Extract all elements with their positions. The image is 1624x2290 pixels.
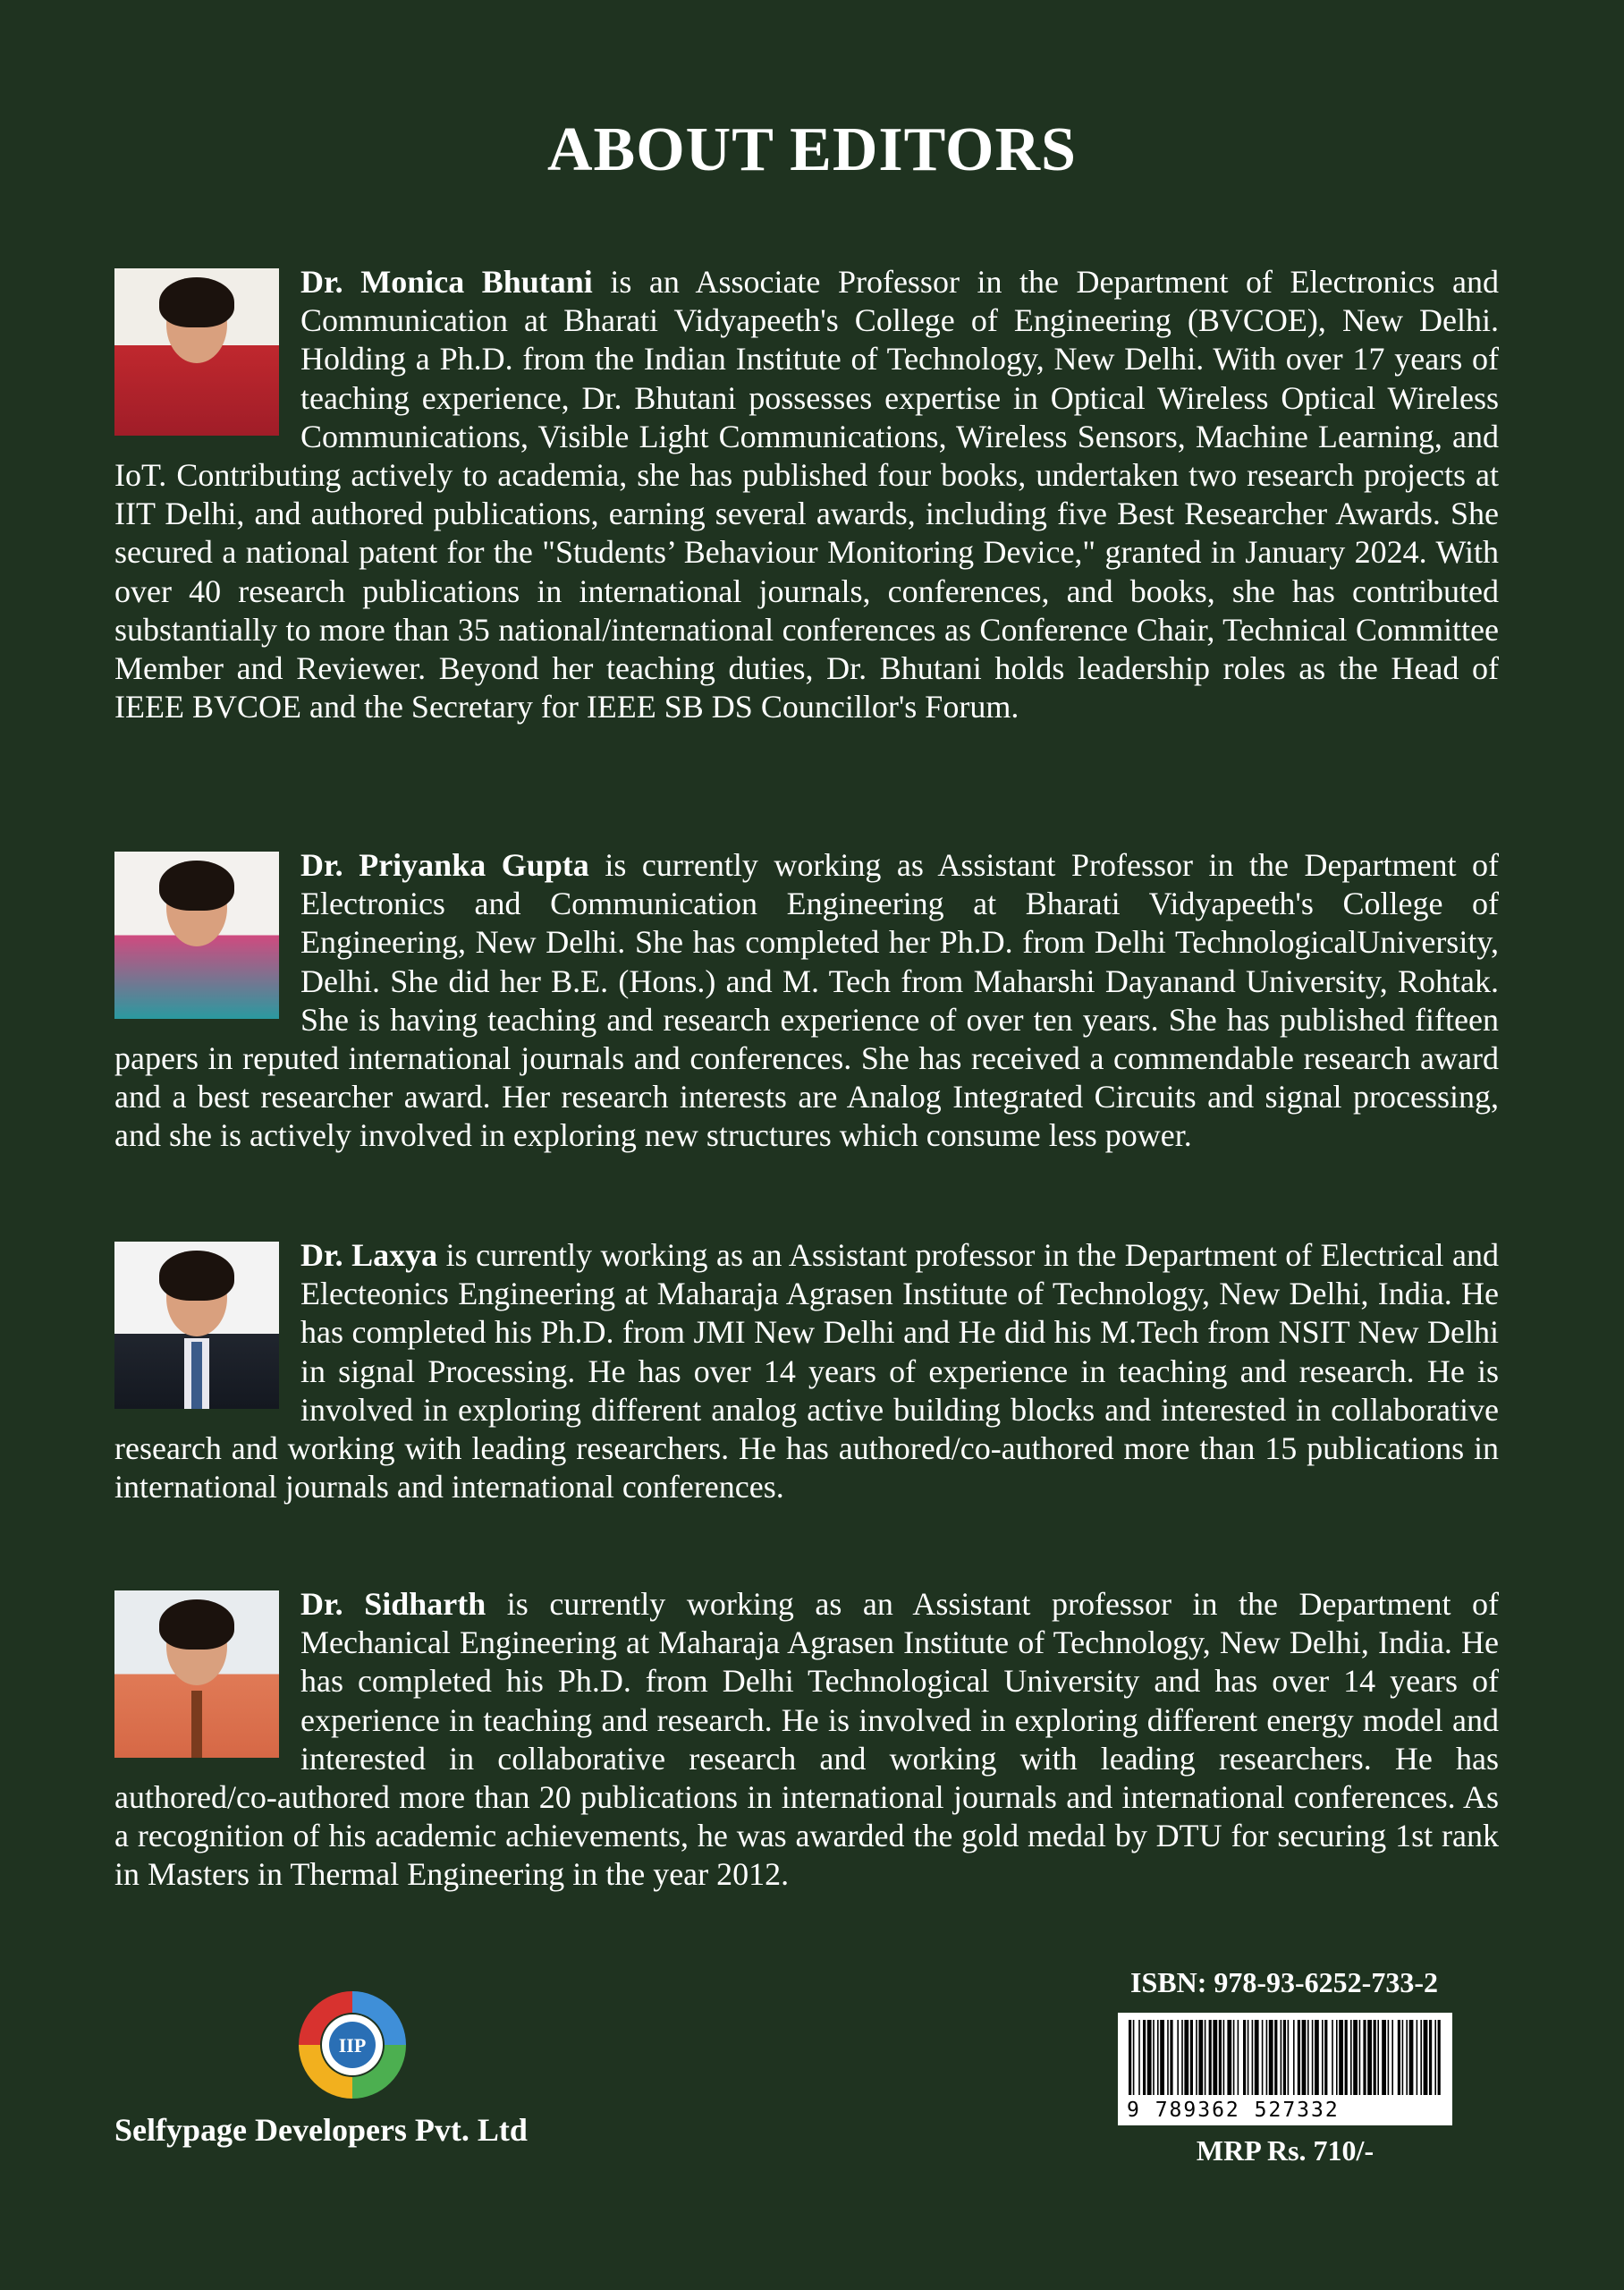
editor-photo	[114, 1590, 279, 1758]
editor-name: Dr. Laxya	[300, 1237, 438, 1273]
barcode	[1118, 2013, 1452, 2125]
editor-description: is currently working as Assistant Professor in the Department of Electronics and Communication Engineering at Bharati Vidyapeeth's College of Engineering, New Delhi. She has completed her Ph.D. from Delhi TechnologicalUniversity, Delhi. She did her B.E. (Hons.) and M. Tech from Maharshi Dayanand University, Rohtak. She is having teaching and research experience of over ten years. She has published fifteen papers in reputed international journals and conferences. She has received a commendable research award and a best researcher award. Her research interests are Analog Integrated Circuits and signal processing, and she is actively involved in exploring new structures which consume less power.	[114, 847, 1499, 1154]
isbn-label: ISBN: 978-93-6252-733-2	[1130, 1966, 1438, 1998]
editor-photo	[114, 852, 279, 1019]
editor-photo	[114, 268, 279, 436]
page-title: ABOUT EDITORS	[546, 115, 1077, 184]
editor-name: Dr. Priyanka Gupta	[300, 847, 589, 883]
editor-name: Dr. Monica Bhutani	[300, 264, 593, 300]
editor-photo	[114, 1242, 279, 1409]
publisher-name: Selfypage Developers Pvt. Ltd	[114, 2112, 528, 2148]
logo-abbr: IIP	[338, 2034, 367, 2057]
editor-description: is an Associate Professor in the Department of Electronics and Communication at Bharati Vidyapeeth's College of Engineering (BVCOE), New Delhi. Holding a Ph.D. from the Indian Institute of Technology, New Delhi. With over 17 years of teaching experience, Dr. Bhutani possesses expertise in Optical Wireless Optical Wireless Communications, Visible Light Communications, Wireless Sensors, Machine Learning, and IoT. Contributing actively to academia, she has published four books, undertaken two research projects at IIT Delhi, and authored publications, earning several awards, including five Best Researcher Awards. She secured a national patent for the "Students’ Behaviour Monitoring Device," granted in January 2024. With over 40 research publications in international journals, conferences, and books, she has contributed substantially to more than 35 national/international conferences as Conference Chair, Technical Committee Member and Reviewer. Beyond her teaching duties, Dr. Bhutani holds leadership roles as the Head of IEEE BVCOE and the Secretary for IEEE SB DS Councillor's Forum.	[114, 264, 1499, 725]
price-label: MRP Rs. 710/-	[1196, 2134, 1374, 2167]
editor-bio-laxya	[114, 1236, 1499, 1506]
editor-bio-priyanka	[114, 846, 1499, 1156]
editor-description: is currently working as an Assistant professor in the Department of Mechanical Engineering at Maharaja Agrasen Institute of Technology, New Delhi, India. He has completed his Ph.D. from Delhi Technological University and has over 14 years of experience in teaching and research. He is involved in exploring different energy model and interested in collaborative research and working with leading researchers. He has authored/co-authored more than 20 publications in international journals and international conferences. As a recognition of his academic achievements, he was awarded the gold medal by DTU for securing 1st rank in Masters in Thermal Engineering in the year 2012.	[114, 1586, 1499, 1893]
editor-bio-sidharth	[114, 1585, 1499, 1895]
editor-bio-monica	[114, 263, 1499, 726]
editor-name: Dr. Sidharth	[300, 1586, 486, 1622]
editor-description: is currently working as an Assistant professor in the Department of Electrical and Electeonics Engineering at Maharaja Agrasen Institute of Technology, New Delhi, India. He has completed his Ph.D. from JMI New Delhi and He did his M.Tech from NSIT New Delhi in signal Processing. He has over 14 years of experience in teaching and research. He is involved in exploring different analog active building blocks and interested in collaborative research and working with leading researchers. He has authored/co-authored more than 15 publications in international journals and international conferences.	[114, 1237, 1500, 1505]
publisher-logo-icon	[295, 1988, 410, 2102]
barcode-digits: 9 789362 527332	[1127, 2099, 1340, 2122]
